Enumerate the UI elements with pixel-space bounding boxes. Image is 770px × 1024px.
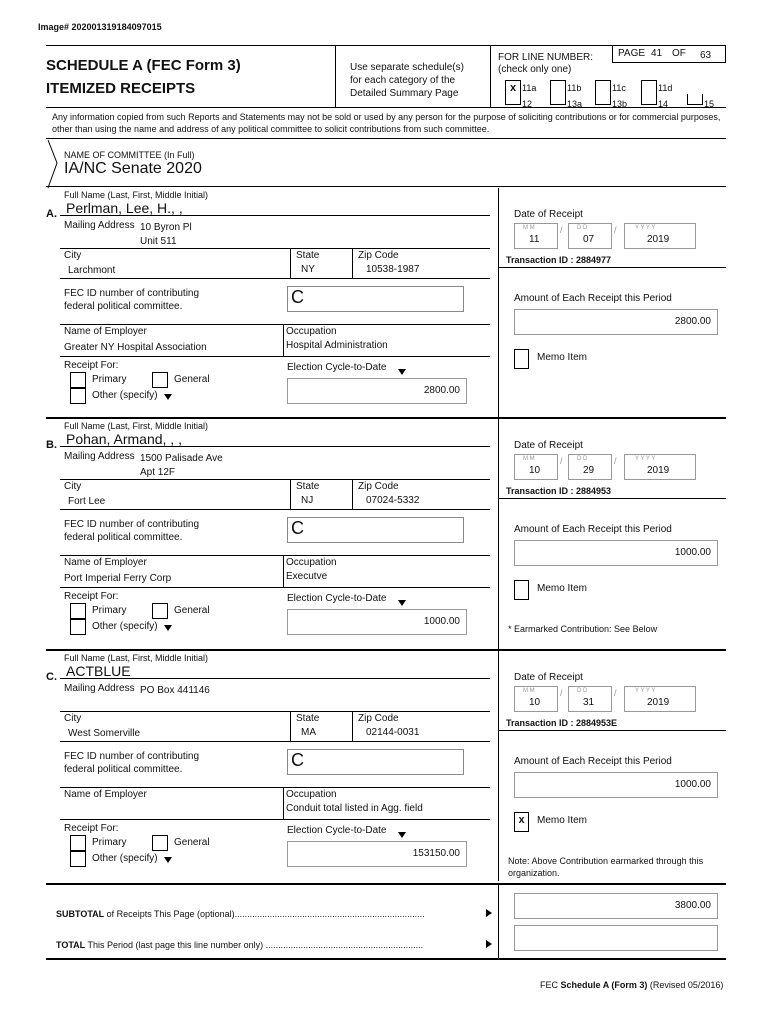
total-row — [56, 940, 423, 950]
month-field[interactable] — [514, 223, 558, 249]
city-label: City — [64, 481, 82, 492]
contributor-name[interactable]: Pohan, Armand, , , — [66, 431, 182, 447]
zip-value[interactable]: 10538-1987 — [366, 264, 420, 275]
instructions-line1: Use separate schedule(s) — [350, 62, 464, 73]
memo-checkbox[interactable] — [514, 580, 529, 600]
state-value[interactable]: NY — [301, 264, 315, 275]
other-label: Other (specify) — [92, 390, 158, 401]
amount-label: Amount of Each Receipt this Period — [514, 756, 672, 767]
employer-label: Name of Employer — [64, 326, 147, 337]
occupation-value[interactable]: Conduit total listed in Agg. field — [286, 803, 423, 814]
day-field[interactable] — [568, 454, 612, 480]
year-field[interactable] — [624, 686, 696, 712]
committee-bracket — [46, 139, 60, 189]
committee-label: NAME OF COMMITTEE (In Full) — [64, 150, 195, 160]
line-13b-checkbox[interactable] — [595, 94, 611, 105]
entry-note: * Earmarked Contribution: See Below — [508, 624, 658, 634]
state-value[interactable]: MA — [301, 727, 316, 738]
receipt-for-label: Receipt For: — [64, 360, 119, 371]
other-checkbox[interactable] — [70, 619, 86, 635]
day-value: 29 — [583, 465, 595, 476]
fec-id-label-2: federal political committee. — [64, 764, 183, 775]
state-label: State — [296, 481, 320, 492]
check-only-one: (check only one) — [498, 64, 572, 75]
total-text: This Period (last page this line number only) ............................................................... — [85, 940, 424, 950]
contributor-name[interactable]: Perlman, Lee, H., , — [66, 200, 183, 216]
month-value: 10 — [529, 465, 541, 476]
city-value[interactable]: West Somerville — [68, 728, 141, 739]
employer-label: Name of Employer — [64, 789, 147, 800]
amount-field[interactable]: 2800.00 — [514, 309, 718, 335]
year-field[interactable] — [624, 454, 696, 480]
contributor-name[interactable]: ACTBLUE — [66, 663, 131, 679]
day-hint: D D — [577, 456, 588, 462]
line-11d-label: 11d — [658, 83, 673, 93]
receipt-for-label: Receipt For: — [64, 591, 119, 602]
date-slash: / — [614, 225, 617, 235]
cycle-dropdown-icon[interactable] — [398, 832, 406, 838]
line-12-checkbox[interactable] — [505, 94, 521, 105]
line-15-label: 15 — [704, 99, 715, 109]
subtotal-text: of Receipts This Page (optional)............................................................................ — [104, 909, 425, 919]
date-slash: / — [560, 456, 563, 466]
line-11a-label: 11a — [522, 83, 537, 93]
date-slash: / — [560, 225, 563, 235]
day-value: 31 — [583, 697, 595, 708]
year-value: 2019 — [647, 697, 670, 708]
state-label: State — [296, 713, 320, 724]
fec-id-label-1: FEC ID number of contributing — [64, 288, 200, 299]
date-slash: / — [614, 688, 617, 698]
amount-field[interactable]: 1000.00 — [514, 540, 718, 566]
other-label: Other (specify) — [92, 853, 158, 864]
other-dropdown-icon[interactable] — [164, 394, 172, 400]
line-11b-label: 11b — [567, 83, 582, 93]
occupation-value[interactable]: Executve — [286, 571, 328, 582]
month-hint: M M — [523, 688, 535, 694]
receipt-for-label: Receipt For: — [64, 823, 119, 834]
usage-notice: Any information copied from such Reports and Statements may not be sold or used by any person for the purpose of soliciting contributions or for commercial purposes, other than using the name and address of any political committee to solicit contributions from such committee. — [52, 112, 721, 134]
day-hint: D D — [577, 225, 588, 231]
month-hint: M M — [523, 225, 535, 231]
occupation-label: Occupation — [286, 557, 337, 568]
zip-value[interactable]: 02144-0031 — [366, 727, 420, 738]
full-name-label: Full Name (Last, First, Middle Initial) — [64, 653, 209, 663]
entry-divider — [46, 417, 726, 419]
line-number-label: FOR LINE NUMBER: — [498, 52, 594, 63]
address-line2[interactable]: Unit 511 — [140, 236, 177, 247]
footer-revised: (Revised 05/2016) — [647, 980, 724, 990]
full-name-label: Full Name (Last, First, Middle Initial) — [64, 421, 209, 431]
city-label: City — [64, 713, 82, 724]
fec-id-prefix: C — [291, 750, 304, 770]
line-13b-label: 13b — [612, 99, 628, 109]
transaction-id: Transaction ID : 2884953 — [506, 486, 612, 496]
line-14-label: 14 — [658, 99, 669, 109]
amount-label: Amount of Each Receipt this Period — [514, 524, 672, 535]
page-label: PAGE — [618, 48, 646, 59]
fec-id-label-1: FEC ID number of contributing — [64, 751, 200, 762]
mailing-address-label: Mailing Address — [64, 220, 135, 231]
memo-label: Memo Item — [537, 583, 588, 594]
year-value: 2019 — [647, 465, 670, 476]
memo-label: Memo Item — [537, 352, 588, 363]
fec-id-label-2: federal political committee. — [64, 301, 183, 312]
year-hint: Y Y Y Y — [635, 456, 656, 462]
general-label: General — [174, 605, 210, 616]
month-value: 10 — [529, 697, 541, 708]
primary-label: Primary — [92, 605, 127, 616]
other-checkbox[interactable] — [70, 851, 86, 867]
cycle-label: Election Cycle-to-Date — [287, 825, 387, 836]
address-line2[interactable]: Apt 12F — [140, 467, 176, 478]
total-label: TOTAL — [56, 940, 86, 950]
other-dropdown-icon[interactable] — [164, 857, 172, 863]
cycle-label: Election Cycle-to-Date — [287, 593, 387, 604]
fec-id-label-1: FEC ID number of contributing — [64, 519, 200, 530]
day-hint: D D — [577, 688, 588, 694]
total-arrow — [486, 940, 492, 948]
line-15-checkbox[interactable] — [687, 94, 703, 105]
memo-checkbox[interactable]: x — [514, 812, 529, 832]
line-13a-checkbox[interactable] — [550, 94, 566, 105]
instructions-line2: for each category of the — [350, 75, 456, 86]
address-line1[interactable]: PO Box 441146 — [140, 685, 210, 696]
city-value[interactable]: Larchmont — [68, 265, 116, 276]
zip-label: Zip Code — [358, 250, 399, 261]
amount-field[interactable]: 1000.00 — [514, 772, 718, 798]
transaction-id: Transaction ID : 2884977 — [506, 255, 612, 265]
memo-label: Memo Item — [537, 815, 588, 826]
mailing-address-label: Mailing Address — [64, 451, 135, 462]
state-label: State — [296, 250, 320, 261]
address-line1[interactable]: 10 Byron Pl — [140, 222, 192, 233]
cycle-label: Election Cycle-to-Date — [287, 362, 387, 373]
page-number: 41 — [651, 48, 663, 59]
line-12-label: 12 — [522, 99, 533, 109]
fec-id-field[interactable] — [287, 517, 464, 543]
zip-label: Zip Code — [358, 713, 399, 724]
page-total: 63 — [700, 50, 712, 61]
employer-value[interactable]: Port Imperial Ferry Corp — [64, 573, 172, 584]
state-value[interactable]: NJ — [301, 495, 314, 506]
employer-label: Name of Employer — [64, 557, 147, 568]
line-11c-label: 11c — [612, 83, 626, 93]
year-hint: Y Y Y Y — [635, 688, 656, 694]
date-slash: / — [614, 456, 617, 466]
zip-value[interactable]: 07024-5332 — [366, 495, 420, 506]
other-dropdown-icon[interactable] — [164, 625, 172, 631]
memo-checkbox[interactable] — [514, 349, 529, 369]
of-label: OF — [672, 48, 686, 59]
form-footer — [540, 980, 723, 990]
entry-divider — [46, 649, 726, 651]
month-hint: M M — [523, 456, 535, 462]
city-label: City — [64, 250, 82, 261]
fec-id-prefix: C — [291, 287, 304, 307]
fec-id-prefix: C — [291, 518, 304, 538]
general-label: General — [174, 374, 210, 385]
occupation-value[interactable]: Hospital Administration — [286, 340, 388, 351]
other-checkbox[interactable] — [70, 388, 86, 404]
primary-label: Primary — [92, 374, 127, 385]
line-11a-checkbox[interactable]: x — [505, 80, 521, 96]
amount-label: Amount of Each Receipt this Period — [514, 293, 672, 304]
entry-letter: A. — [46, 208, 57, 220]
subtotal-field[interactable]: 3800.00 — [514, 893, 718, 919]
subtotal-label: SUBTOTAL — [56, 909, 105, 919]
general-label: General — [174, 837, 210, 848]
entry-note: Note: Above Contribution earmarked through this organization. — [508, 856, 704, 878]
day-value: 07 — [583, 234, 595, 245]
fec-id-field[interactable] — [287, 286, 464, 312]
total-field[interactable] — [514, 925, 718, 951]
committee-name: IA/NC Senate 2020 — [64, 160, 202, 177]
date-slash: / — [560, 688, 563, 698]
cycle-dropdown-icon[interactable] — [398, 369, 406, 375]
cycle-to-date-field[interactable]: 153150.00 — [287, 841, 467, 867]
footer-pre: FEC — [540, 980, 561, 990]
month-field[interactable] — [514, 686, 558, 712]
fec-id-label-2: federal political committee. — [64, 532, 183, 543]
city-value[interactable]: Fort Lee — [68, 496, 106, 507]
instructions-line3: Detailed Summary Page — [350, 88, 459, 99]
year-hint: Y Y Y Y — [635, 225, 656, 231]
employer-value[interactable]: Greater NY Hospital Association — [64, 342, 207, 353]
day-field[interactable] — [568, 223, 612, 249]
year-field[interactable] — [624, 223, 696, 249]
form-subtitle: ITEMIZED RECEIPTS — [46, 80, 196, 97]
transaction-id: Transaction ID : 2884953E — [506, 718, 618, 728]
subtotal-row — [56, 909, 425, 919]
form-title: SCHEDULE A (FEC Form 3) — [46, 57, 241, 74]
entry-letter: B. — [46, 439, 57, 451]
month-value: 11 — [529, 234, 540, 245]
day-field[interactable] — [568, 686, 612, 712]
other-label: Other (specify) — [92, 621, 158, 632]
entry-letter: C. — [46, 671, 57, 683]
general-checkbox[interactable] — [152, 372, 168, 388]
occupation-label: Occupation — [286, 789, 337, 800]
primary-checkbox[interactable] — [70, 603, 86, 619]
primary-checkbox[interactable] — [70, 372, 86, 388]
full-name-label: Full Name (Last, First, Middle Initial) — [64, 190, 209, 200]
occupation-label: Occupation — [286, 326, 337, 337]
date-of-receipt-label: Date of Receipt — [514, 440, 583, 451]
date-of-receipt-label: Date of Receipt — [514, 672, 583, 683]
fec-id-field[interactable] — [287, 749, 464, 775]
cycle-to-date-field[interactable]: 1000.00 — [287, 609, 467, 635]
mailing-address-label: Mailing Address — [64, 683, 135, 694]
primary-checkbox[interactable] — [70, 835, 86, 851]
cycle-to-date-field[interactable]: 2800.00 — [287, 378, 467, 404]
cycle-dropdown-icon[interactable] — [398, 600, 406, 606]
year-value: 2019 — [647, 234, 670, 245]
line-14-checkbox[interactable] — [641, 94, 657, 105]
image-id: Image# 202001319184097015 — [38, 22, 162, 32]
general-checkbox[interactable] — [152, 835, 168, 851]
subtotal-arrow — [486, 909, 492, 917]
footer-form: Schedule A (Form 3) — [560, 980, 648, 990]
line-13a-label: 13a — [567, 99, 583, 109]
primary-label: Primary — [92, 837, 127, 848]
general-checkbox[interactable] — [152, 603, 168, 619]
month-field[interactable] — [514, 454, 558, 480]
address-line1[interactable]: 1500 Palisade Ave — [140, 453, 223, 464]
zip-label: Zip Code — [358, 481, 399, 492]
date-of-receipt-label: Date of Receipt — [514, 209, 583, 220]
